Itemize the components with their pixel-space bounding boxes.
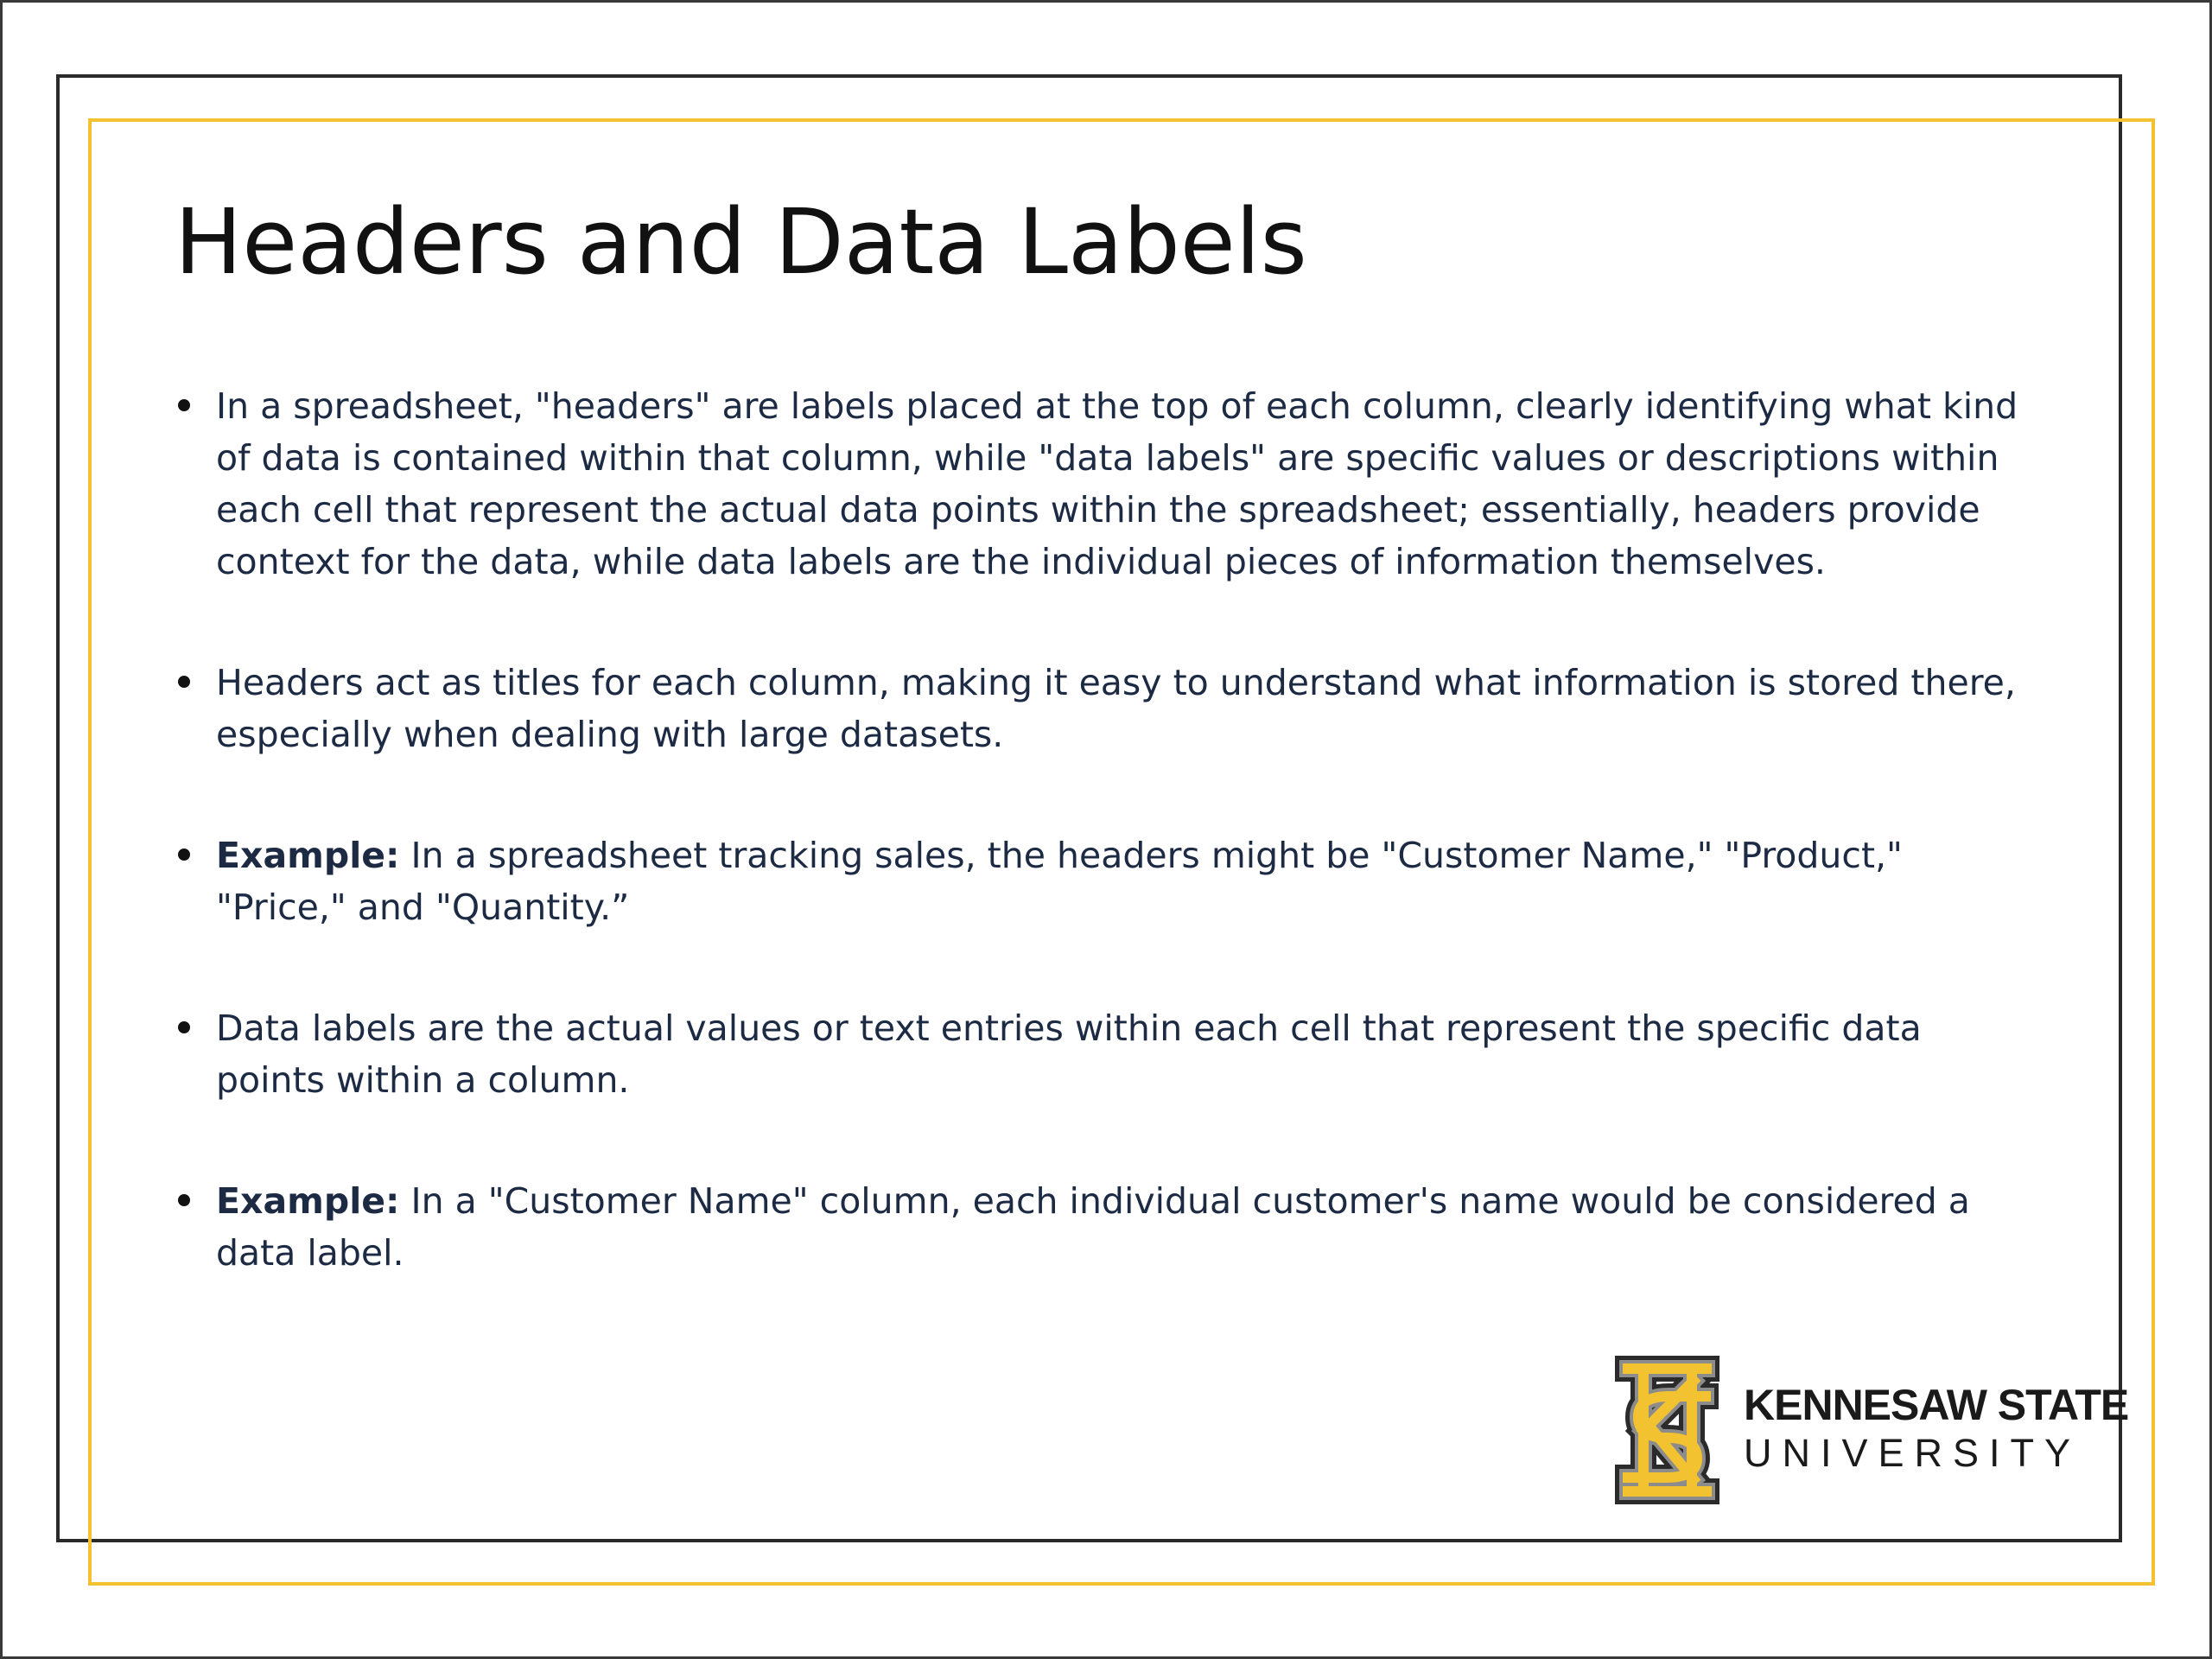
bullet-item <box>175 380 2032 588</box>
bullet-text: Data labels are the actual values or text entries within each cell that represent the specific data points within a column. <box>216 1007 1922 1101</box>
bullet-list <box>175 380 2032 1348</box>
bullet-lead: Example: <box>216 835 400 876</box>
bullet-item <box>175 657 2032 760</box>
bullet-item <box>175 1002 2032 1106</box>
bullet-text: Headers act as titles for each column, making it easy to understand what information is stored there, especially when dealing with large datasets. <box>216 662 2016 755</box>
logo-wordmark-line2: UNIVERSITY <box>1744 1431 2082 1475</box>
bullet-icon <box>178 849 190 861</box>
bullet-text: In a spreadsheet, "headers" are labels placed at the top of each column, clearly identifying what kind of data is contained within that column, while "data labels" are specific values or descriptions within each cell that represent the actual data points within the spreadsheet; essentially, headers provide context for the data, while data labels are the individual pieces of information themselves. <box>216 385 2018 582</box>
bullet-item <box>175 830 2032 933</box>
bullet-text: In a "Customer Name" column, each individual customer's name would be considered a data label. <box>216 1180 1970 1274</box>
university-logo <box>1609 1355 2129 1506</box>
bullet-text: In a spreadsheet tracking sales, the headers might be "Customer Name," "Product," "Price," and "Quantity.” <box>216 835 1903 928</box>
slide-title: Headers and Data Labels <box>175 189 1307 295</box>
bullet-lead: Example: <box>216 1180 400 1222</box>
logo-wordmark-line1: KENNESAW STATE <box>1744 1381 2129 1429</box>
bullet-icon <box>178 399 190 411</box>
bullet-icon <box>178 1021 190 1033</box>
ksu-monogram-icon <box>1609 1355 1726 1506</box>
bullet-item <box>175 1175 2032 1279</box>
bullet-icon <box>178 676 190 688</box>
bullet-icon <box>178 1194 190 1206</box>
